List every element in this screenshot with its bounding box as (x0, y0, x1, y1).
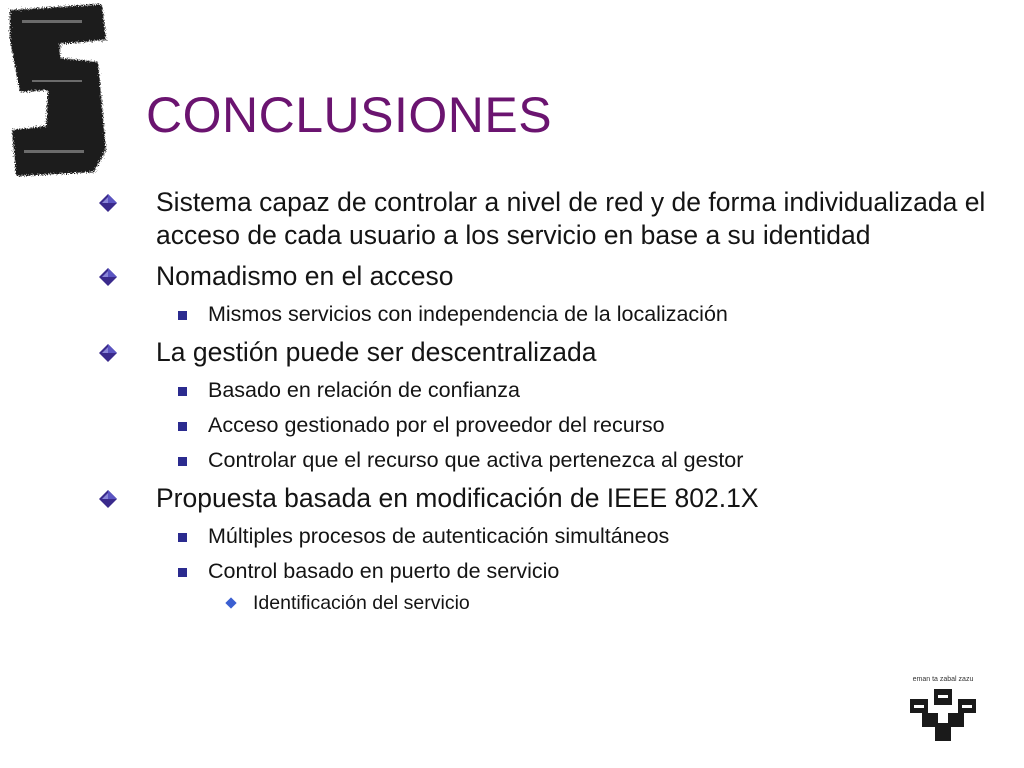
bullet-item-level-2 (96, 300, 996, 328)
diamond-bullet-icon (98, 489, 118, 509)
bullet-text: Basado en relación de confianza (208, 378, 520, 402)
university-logo (904, 676, 982, 742)
diamond-bullet-icon (98, 343, 118, 363)
bullet-text: Acceso gestionado por el proveedor del recurso (208, 413, 665, 437)
diamond-bullet-icon (98, 267, 118, 287)
bullet-text: Nomadismo en el acceso (156, 261, 454, 291)
bullet-item-level-1 (96, 260, 996, 293)
bullet-text: Mismos servicios con independencia de la localización (208, 302, 728, 326)
bullet-item-level-2 (96, 411, 996, 439)
logo-motto: eman ta zabal zazu (912, 676, 974, 683)
bullet-item-level-2 (96, 376, 996, 404)
bullet-item-level-2 (96, 522, 996, 550)
bullet-text: Sistema capaz de controlar a nivel de red y de forma individualizada el acceso de cada usuario a los servicio en base a su identidad (156, 187, 986, 250)
square-bullet-icon (178, 533, 187, 542)
bullet-list (96, 186, 996, 616)
bullet-item-level-2 (96, 557, 996, 585)
bullet-item-level-3 (96, 590, 996, 616)
bullet-text: Control basado en puerto de servicio (208, 559, 560, 583)
bullet-item-level-2 (96, 446, 996, 474)
bullet-text: Múltiples procesos de autenticación simultáneos (208, 524, 670, 548)
diamond-bullet-icon (98, 193, 118, 213)
square-bullet-icon (178, 311, 187, 320)
bullet-item-level-1 (96, 336, 996, 369)
small-diamond-bullet-icon (225, 597, 236, 608)
bullet-text: Controlar que el recurso que activa pertenezca al gestor (208, 448, 744, 472)
bullet-item-level-1 (96, 482, 996, 515)
square-bullet-icon (178, 457, 187, 466)
slide-title: CONCLUSIONES (146, 87, 553, 143)
bullet-text: Propuesta basada en modificación de IEEE 802.1X (156, 483, 759, 513)
square-bullet-icon (178, 568, 187, 577)
grunge-number-decoration (2, 0, 110, 178)
tree-emblem-icon (908, 685, 978, 741)
bullet-item-level-1 (96, 186, 996, 252)
bullet-text: La gestión puede ser descentralizada (156, 337, 597, 367)
bullet-text: Identificación del servicio (253, 592, 470, 614)
square-bullet-icon (178, 387, 187, 396)
square-bullet-icon (178, 422, 187, 431)
